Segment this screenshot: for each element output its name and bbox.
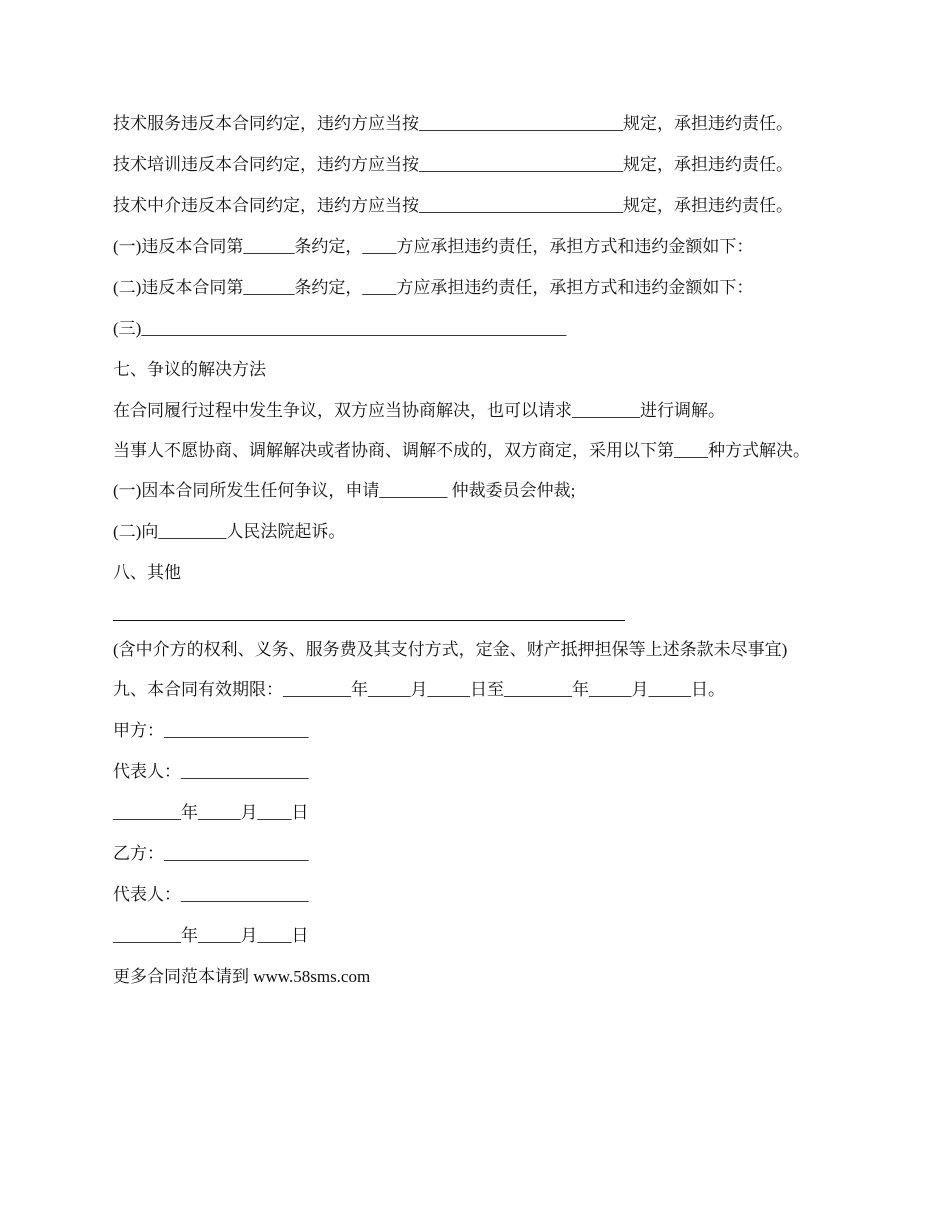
other-terms-note: (含中介方的权利、义务、服务费及其支付方式，定金、财产抵押担保等上述条款未尽事宜)	[113, 640, 788, 659]
contract-page	[113, 112, 853, 1006]
other-terms-blank-line	[113, 602, 853, 622]
contract-validity-period: 九、本合同有效期限：________年_____月_____日至________年_____月_____日。	[113, 680, 725, 699]
party-a-date-field: ________年_____月____日	[113, 803, 309, 822]
clause-tech-training-breach: 技术培训违反本合同约定，违约方应当按________________________规定，承担违约责任。	[113, 155, 793, 174]
breach-item-3: (三)__________________________________________________	[113, 319, 567, 338]
party-a-field: 甲方：_________________	[113, 721, 309, 740]
dispute-method-clause: 当事人不愿协商、调解解决或者协商、调解不成的，双方商定，采用以下第____种方式解决。	[113, 441, 810, 460]
party-b-representative-field: 代表人：_______________	[113, 885, 309, 904]
party-b-date-field: ________年_____月____日	[113, 926, 309, 945]
footer-more-templates: 更多合同范本请到 www.58sms.com	[113, 967, 371, 986]
breach-item-1: (一)违反本合同第______条约定，____方应承担违约责任，承担方式和违约金额如下：	[113, 237, 754, 256]
dispute-option-court: (二)向________人民法院起诉。	[113, 522, 346, 541]
section-heading-other: 八、其他	[113, 563, 181, 582]
clause-tech-intermediary-breach: 技术中介违反本合同约定，违约方应当按________________________规定，承担违约责任。	[113, 196, 793, 215]
section-heading-dispute: 七、争议的解决方法	[113, 360, 266, 379]
breach-item-2: (二)违反本合同第______条约定，____方应承担违约责任，承担方式和违约金额如下：	[113, 278, 754, 297]
dispute-mediation-clause: 在合同履行过程中发生争议，双方应当协商解决，也可以请求________进行调解。	[113, 401, 725, 420]
party-a-representative-field: 代表人：_______________	[113, 762, 309, 781]
dispute-option-arbitration: (一)因本合同所发生任何争议，申请________ 仲裁委员会仲裁;	[113, 481, 576, 500]
party-b-field: 乙方：_________________	[113, 844, 309, 863]
clause-tech-service-breach: 技术服务违反本合同约定，违约方应当按________________________规定，承担违约责任。	[113, 114, 793, 133]
